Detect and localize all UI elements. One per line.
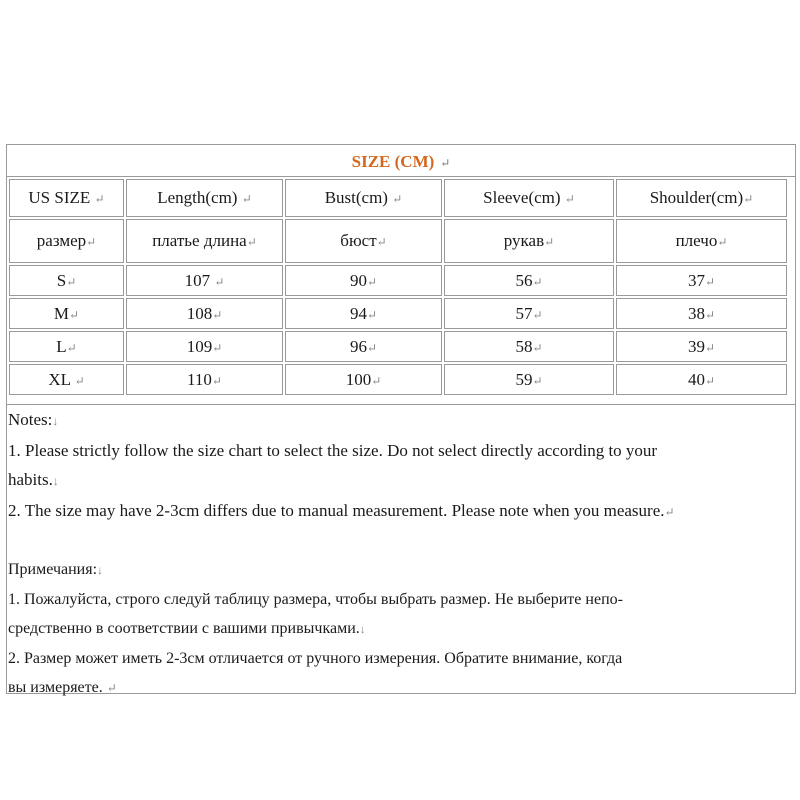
header-cell-shoulder: Shoulder(cm)↵ [616, 179, 787, 217]
size-chart [6, 144, 796, 694]
sleeve-cell: 56↵ [444, 265, 614, 296]
notes-item-1-cont: habits.↓ [8, 470, 59, 489]
table-row [9, 265, 787, 296]
header-cell-us-size: US SIZE ↵ [9, 179, 124, 217]
table-row [9, 331, 787, 362]
header-cell-sleeve: Sleeve(cm) ↵ [444, 179, 614, 217]
size-table [7, 177, 789, 397]
notes-heading: Notes:↓ [8, 410, 59, 429]
header-cell-ru-sleeve: рукав↵ [444, 219, 614, 263]
notes-section [7, 404, 795, 694]
notes-heading-ru: Примечания:↓ [8, 561, 104, 578]
notes-item-1: 1. Please strictly follow the size chart to select the size. Do not select directly according to your [8, 441, 658, 460]
header-cell-ru-length: платье длина↵ [126, 219, 283, 263]
sleeve-cell: 59↵ [444, 364, 614, 395]
shoulder-cell: 38↵ [616, 298, 787, 329]
length-cell: 108↵ [126, 298, 283, 329]
bust-cell: 96↵ [285, 331, 442, 362]
notes-item-1-ru-cont: средственно в соответствии с вашими привычками.↓ [8, 620, 366, 637]
table-row [9, 364, 787, 395]
sleeve-cell: 57↵ [444, 298, 614, 329]
size-chart-title [7, 145, 795, 177]
notes-item-1-ru: 1. Пожалуйста, строго следуй таблицу размера, чтобы выбрать размер. Не выберите непо- [8, 591, 623, 608]
notes-item-2: 2. The size may have 2-3cm differs due to manual measurement. Please note when you measure.↵ [8, 501, 675, 520]
bust-cell: 90↵ [285, 265, 442, 296]
header-cell-length: Length(cm) ↵ [126, 179, 283, 217]
notes-russian [7, 555, 795, 703]
header-row-russian [9, 219, 787, 263]
header-row [9, 179, 787, 217]
table-row [9, 298, 787, 329]
size-cell: S↵ [9, 265, 124, 296]
notes-item-2-ru: 2. Размер может иметь 2-3см отличается от ручного измерения. Обратите внимание, когда [8, 650, 623, 667]
title-text: SIZE (CM) [351, 152, 435, 171]
bust-cell: 100↵ [285, 364, 442, 395]
shoulder-cell: 39↵ [616, 331, 787, 362]
paragraph-mark-icon: ↵ [440, 156, 451, 170]
bust-cell: 94↵ [285, 298, 442, 329]
size-cell: M↵ [9, 298, 124, 329]
header-cell-ru-shoulder: плечо↵ [616, 219, 787, 263]
header-cell-ru-size: размер↵ [9, 219, 124, 263]
header-cell-ru-bust: бюст↵ [285, 219, 442, 263]
size-cell: XL ↵ [9, 364, 124, 395]
shoulder-cell: 37↵ [616, 265, 787, 296]
size-cell: L↵ [9, 331, 124, 362]
length-cell: 107 ↵ [126, 265, 283, 296]
length-cell: 110↵ [126, 364, 283, 395]
sleeve-cell: 58↵ [444, 331, 614, 362]
shoulder-cell: 40↵ [616, 364, 787, 395]
notes-item-2-ru-cont: вы измеряете. ↵ [8, 679, 117, 696]
length-cell: 109↵ [126, 331, 283, 362]
header-cell-bust: Bust(cm) ↵ [285, 179, 442, 217]
